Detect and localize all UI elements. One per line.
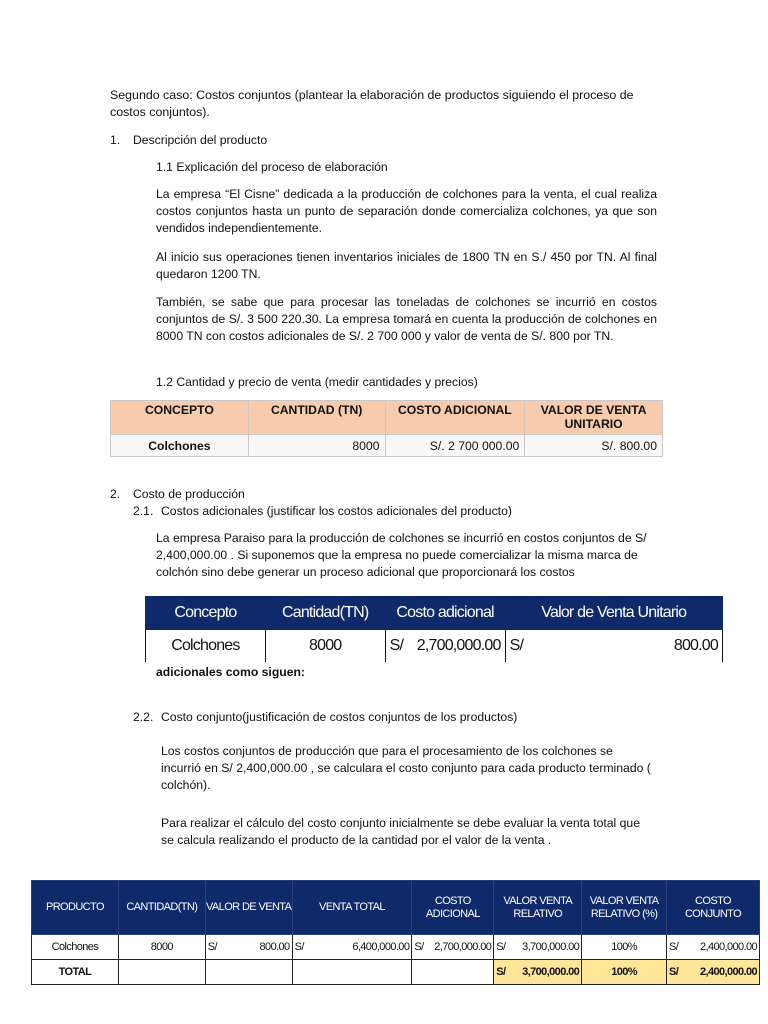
total-label: TOTAL bbox=[32, 960, 119, 985]
section-2-heading: Costo de producción bbox=[133, 487, 245, 501]
table3-header: VALOR VENTA RELATIVO bbox=[494, 881, 582, 935]
table3-cell bbox=[205, 960, 292, 985]
section-2-1-number: 2.1. bbox=[133, 504, 154, 518]
table3-cell bbox=[412, 960, 494, 985]
valor-venta-value: 800.00 bbox=[673, 637, 718, 654]
section-1-2-heading: 1.2 Cantidad y precio de venta (medir cantidades y precios) bbox=[156, 375, 478, 389]
section-2-1-heading: Costos adicionales (justificar los costos adicionales del producto) bbox=[161, 504, 512, 518]
table1-cell: Colchones bbox=[111, 435, 249, 457]
table-costo-adicional-image bbox=[145, 596, 723, 663]
section-2-2-heading: Costo conjunto(justificación de costos conjuntos de los productos) bbox=[161, 710, 518, 724]
costo-adicional-value: 2,700,000.00 bbox=[416, 637, 501, 654]
paragraph-el-cisne: La empresa “El Cisne” dedicada a la producción de colchones para la venta, el cual realiza costos conjuntos hasta un punto de separación donde comercializa colchones, ya que son vendidos independientemente. bbox=[156, 187, 657, 235]
table3-header: VALOR VENTA RELATIVO (%) bbox=[582, 881, 667, 935]
table3-header: COSTO CONJUNTO bbox=[667, 881, 760, 935]
table3-cell: 8000 bbox=[118, 935, 205, 960]
valor-venta-value: 800.00 bbox=[259, 941, 290, 953]
table1-header: COSTO ADICIONAL bbox=[385, 401, 525, 435]
table-row bbox=[111, 435, 663, 457]
table3-header: CANTIDAD(TN) bbox=[118, 881, 205, 935]
table2-cell: 8000 bbox=[265, 630, 385, 663]
document-title: Segundo caso: Costos conjuntos (plantear la elaboración de productos siguiendo el proceso de costos conjuntos). bbox=[110, 88, 634, 119]
total-vvr-pct: 100% bbox=[582, 960, 667, 985]
table2-header: Concepto bbox=[146, 597, 266, 630]
paragraph-costo-conjunto: Los costos conjuntos de producción que para el procesamiento de los colchones se incurrió en S/ 2,400,000.00 , se calculara el costo conjunto para cada producto terminado ( colchón). bbox=[161, 744, 651, 792]
costo-conjunto-value: 2,400,000.00 bbox=[699, 941, 757, 953]
table3-header: VALOR DE VENTA bbox=[205, 881, 292, 935]
currency-symbol: S/ bbox=[669, 941, 679, 953]
table3-cell bbox=[205, 935, 292, 960]
table3-cell bbox=[667, 960, 760, 985]
table1-header: VALOR DE VENTA UNITARIO bbox=[525, 401, 663, 435]
table2-cell bbox=[505, 630, 722, 663]
total-costo-conjunto-value: 2,400,000.00 bbox=[699, 966, 757, 978]
section-1-number: 1. bbox=[110, 133, 121, 147]
currency-symbol: S/ bbox=[496, 941, 506, 953]
table3-cell bbox=[412, 935, 494, 960]
table-total-row bbox=[32, 960, 760, 985]
currency-symbol: S/ bbox=[496, 966, 506, 978]
total-vvr-value: 3,700,000.00 bbox=[522, 966, 580, 978]
table-costo-conjunto bbox=[31, 880, 760, 985]
currency-symbol: S/ bbox=[509, 637, 524, 654]
table-row bbox=[32, 935, 760, 960]
table3-header: PRODUCTO bbox=[32, 881, 119, 935]
table3-cell bbox=[494, 960, 582, 985]
section-2-number: 2. bbox=[110, 487, 121, 501]
section-1-heading: Descripción del producto bbox=[133, 133, 268, 147]
table1-header: CONCEPTO bbox=[111, 401, 249, 435]
venta-total-value: 6,400,000.00 bbox=[352, 941, 410, 953]
table1-cell: S/. 800.00 bbox=[525, 435, 663, 457]
currency-symbol: S/ bbox=[414, 941, 424, 953]
section-2-2-number: 2.2. bbox=[133, 710, 154, 724]
table3-cell bbox=[292, 935, 412, 960]
table3-cell bbox=[292, 960, 412, 985]
table3-header: COSTO ADICIONAL bbox=[412, 881, 494, 935]
table3-cell: Colchones bbox=[32, 935, 119, 960]
table2-cell: Colchones bbox=[146, 630, 266, 663]
costo-adicional-value: 2,700,000.00 bbox=[434, 941, 492, 953]
table3-cell bbox=[667, 935, 760, 960]
currency-symbol: S/ bbox=[389, 637, 404, 654]
table3-cell: 100% bbox=[582, 935, 667, 960]
currency-symbol: S/ bbox=[669, 966, 679, 978]
table2-cell bbox=[385, 630, 505, 663]
table-row bbox=[146, 630, 723, 663]
table3-header: VENTA TOTAL bbox=[292, 881, 412, 935]
section-1-1-heading: 1.1 Explicación del proceso de elaboración bbox=[156, 160, 388, 174]
vvr-value: 3,700,000.00 bbox=[522, 941, 580, 953]
paragraph-continuation: adicionales como siguen: bbox=[156, 665, 305, 679]
table1-cell: 8000 bbox=[248, 435, 385, 457]
paragraph-venta-total: Para realizar el cálculo del costo conjunto inicialmente se debe evaluar la venta total que se calcula realizando el producto de la cantidad por el valor de la venta . bbox=[161, 816, 640, 847]
table2-header: Valor de Venta Unitario bbox=[505, 597, 722, 630]
table3-cell bbox=[494, 935, 582, 960]
table-cantidad-precio bbox=[110, 400, 663, 457]
table2-header: Costo adicional bbox=[385, 597, 505, 630]
table1-header: CANTIDAD (TN) bbox=[248, 401, 385, 435]
table3-cell bbox=[118, 960, 205, 985]
paragraph-costos-conjuntos: También, se sabe que para procesar las toneladas de colchones se incurrió en costos conjuntos de S/. 3 500 220.30. La empresa tomará en cuenta la producción de colchones en 8000 TN con costos adicionales de S/. 2 700 000 y valor de venta de S/. 800 por TN. bbox=[156, 295, 657, 343]
table2-header: Cantidad(TN) bbox=[265, 597, 385, 630]
table1-cell: S/. 2 700 000.00 bbox=[385, 435, 525, 457]
paragraph-paraiso: La empresa Paraiso para la producción de colchones se incurrió en costos conjuntos de S/ 2,400,000.00 . Si suponemos que la empresa no puede comercializar la misma marca de colchón sino debe generar un proceso adicional que proporcionará los costos bbox=[156, 531, 647, 579]
currency-symbol: S/ bbox=[294, 941, 304, 953]
currency-symbol: S/ bbox=[207, 941, 217, 953]
paragraph-inventarios: Al inicio sus operaciones tienen inventarios iniciales de 1800 TN en S./ 450 por TN. Al final quedaron 1200 TN. bbox=[156, 250, 657, 281]
